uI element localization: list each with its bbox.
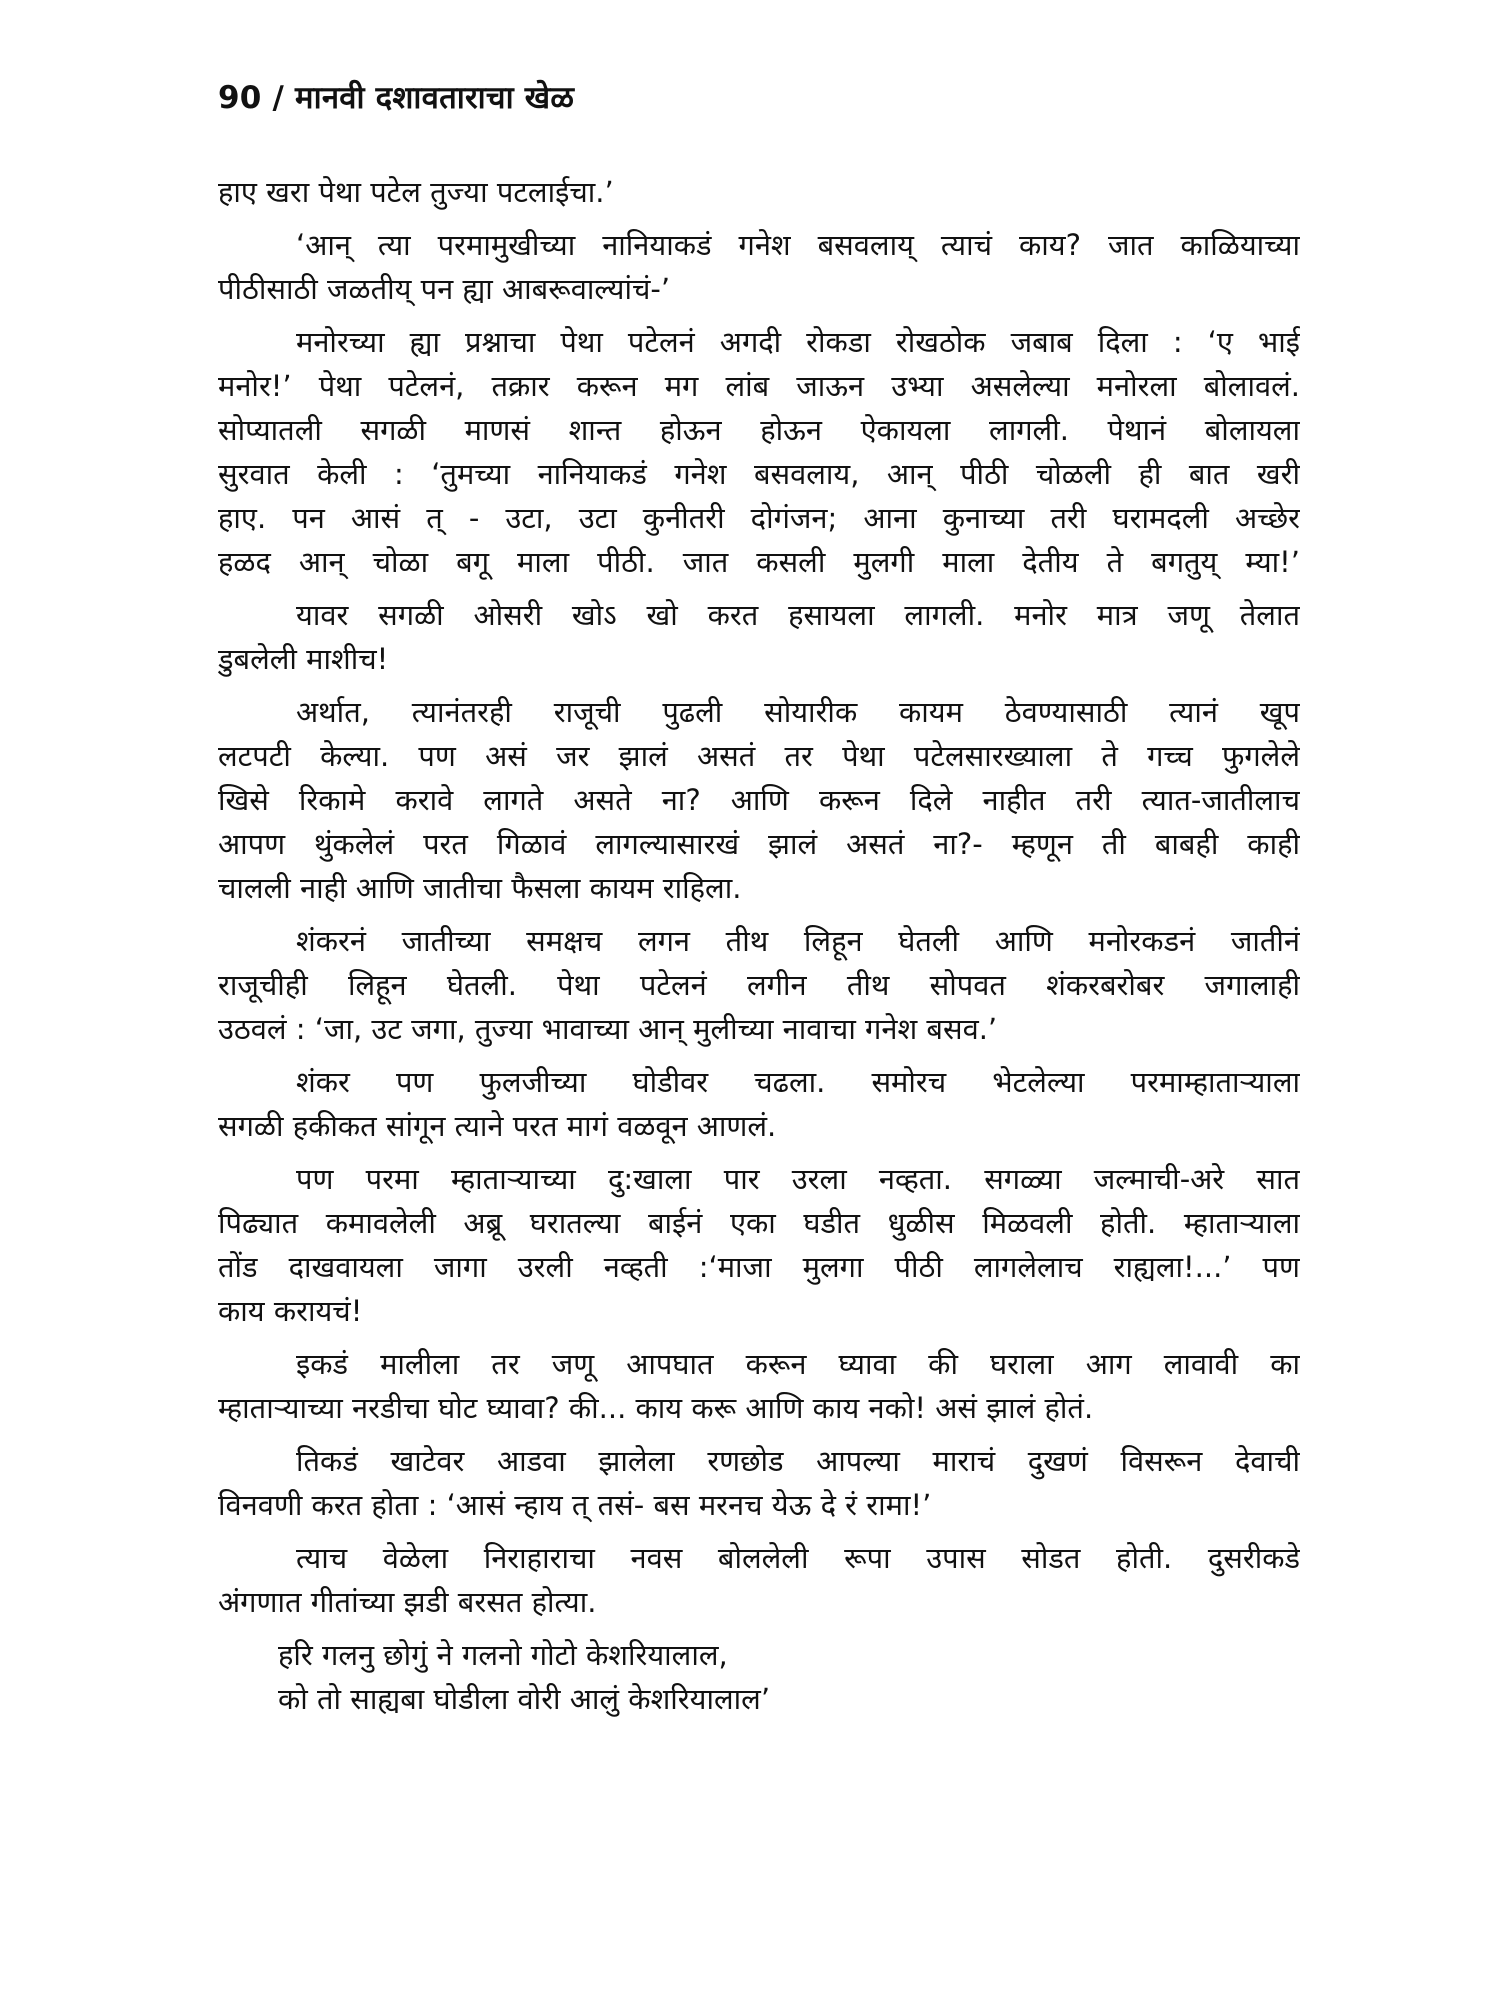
text-line: तोंड दाखवायला जागा उरली नव्हती :‘माजा मुलगा पीठी लागलेलाच राह्यला!...’ पण xyxy=(218,1250,1300,1284)
text-line: पिढ्यात कमावलेली अब्रू घरातल्या बाईनं एका घडीत धुळीस मिळवली होती. म्हाताऱ्याला xyxy=(218,1206,1300,1240)
paragraph xyxy=(218,223,1300,311)
text-line: राजूचीही लिहून घेतली. पेथा पटेलनं लगीन तीथ सोपवत शंकरबरोबर जगालाही xyxy=(218,968,1300,1002)
text-line: शंकर पण फुलजीच्या घोडीवर चढला. समोरच भेटलेल्या परमाम्हाताऱ्याला xyxy=(296,1065,1300,1099)
text-line: हाए. पन आसं त् - उटा, उटा कुनीतरी दोगंजन; आना कुनाच्या तरी घरामदली अच्छेर xyxy=(218,501,1300,535)
text-line: अंगणात गीतांच्या झडी बरसत होत्या. xyxy=(218,1585,597,1619)
text-line: सुरवात केली : ‘तुमच्या नानियाकडं गनेश बसवलाय, आन् पीठी चोळली ही बात खरी xyxy=(218,457,1300,491)
verse-line: हरि गलनु छोगुं ने गलनो गोटो केशरियालाल, xyxy=(278,1638,728,1672)
text-line: लटपटी केल्या. पण असं जर झालं असतं तर पेथा पटेलसारख्याला ते गच्च फुगलेले xyxy=(218,739,1300,773)
text-line: आपण थुंकलेलं परत गिळावं लागल्यासारखं झालं असतं ना?- म्हणून ती बाबही काही xyxy=(218,827,1300,861)
paragraph xyxy=(218,320,1300,584)
text-line: सोप्यातली सगळी माणसं शान्त होऊन होऊन ऐकायला लागली. पेथानं बोलायला xyxy=(218,413,1300,447)
text-line: यावर सगळी ओसरी खोऽ खो करत हसायला लागली. मनोर मात्र जणू तेलात xyxy=(296,598,1300,632)
text-line: मनोरच्या ह्या प्रश्नाचा पेथा पटेलनं अगदी रोकडा रोखठोक जबाब दिला : ‘ए भाई xyxy=(296,325,1300,359)
text-line: खिसे रिकामे करावे लागते असते ना? आणि करून दिले नाहीत तरी त्यात-जातीलाच xyxy=(218,783,1300,817)
text-line: अर्थात, त्यानंतरही राजूची पुढली सोयारीक कायम ठेवण्यासाठी त्यानं खूप xyxy=(296,695,1300,729)
text-line: हळद आन् चोळा बगू माला पीठी. जात कसली मुलगी माला देतीय ते बगतुय् म्या!’ xyxy=(218,545,1300,579)
text-line: इकडं मालीला तर जणू आपघात करून घ्यावा की घराला आग लावावी का xyxy=(296,1347,1300,1381)
paragraph xyxy=(218,1060,1300,1148)
text-line: तिकडं खाटेवर आडवा झालेला रणछोड आपल्या माराचं दुखणं विसरून देवाची xyxy=(296,1444,1300,1478)
paragraph xyxy=(218,170,1300,214)
text-line: डुबलेली माशीच! xyxy=(218,642,389,676)
text-line: उठवलं : ‘जा, उट जगा, तुज्या भावाच्या आन् मुलीच्या नावाचा गनेश बसव.’ xyxy=(218,1012,998,1046)
text-line: हाए खरा पेथा पटेल तुज्या पटलाईचा.’ xyxy=(218,175,614,209)
paragraph xyxy=(218,919,1300,1051)
paragraph xyxy=(218,690,1300,910)
text-line: त्याच वेळेला निराहाराचा नवस बोललेली रूपा उपास सोडत होती. दुसरीकडे xyxy=(296,1541,1300,1575)
text-line: पण परमा म्हाताऱ्याच्या दु:खाला पार उरला नव्हता. सगळ्या जल्माची-अरे सात xyxy=(296,1162,1300,1196)
text-line: शंकरनं जातीच्या समक्षच लगन तीथ लिहून घेतली आणि मनोरकडनं जातीनं xyxy=(296,924,1300,958)
running-head: 90 / मानवी दशावताराचा खेळ xyxy=(218,80,575,116)
text-line: मनोर!’ पेथा पटेलनं, तक्रार करून मग लांब जाऊन उभ्या असलेल्या मनोरला बोलावलं. xyxy=(218,369,1300,403)
paragraph xyxy=(218,1439,1300,1527)
text-line: विनवणी करत होता : ‘आसं न्हाय त् तसं- बस मरनच येऊ दे रं रामा!’ xyxy=(218,1488,932,1522)
text-line: म्हाताऱ्याच्या नरडीचा घोट घ्यावा? की... काय करू आणि काय नको! असं झालं होतं. xyxy=(218,1391,1094,1425)
text-line: पीठीसाठी जळतीय् पन ह्या आबरूवाल्यांचं-’ xyxy=(218,272,671,306)
verse xyxy=(218,1633,1300,1721)
body-text xyxy=(218,170,1300,1721)
text-line: ‘आन् त्या परमामुखीच्या नानियाकडं गनेश बसवलाय् त्याचं काय? जात काळियाच्या xyxy=(296,228,1300,262)
paragraph xyxy=(218,593,1300,681)
paragraph xyxy=(218,1157,1300,1333)
text-line: चालली नाही आणि जातीचा फैसला कायम राहिला. xyxy=(218,871,742,905)
text-line: काय करायचं! xyxy=(218,1294,363,1328)
text-line: सगळी हकीकत सांगून त्याने परत मागं वळवून आणलं. xyxy=(218,1109,777,1143)
paragraph xyxy=(218,1536,1300,1624)
verse-line: को तो साह्यबा घोडीला वोरी आलुं केशरियालाल’ xyxy=(278,1682,771,1716)
paragraph xyxy=(218,1342,1300,1430)
